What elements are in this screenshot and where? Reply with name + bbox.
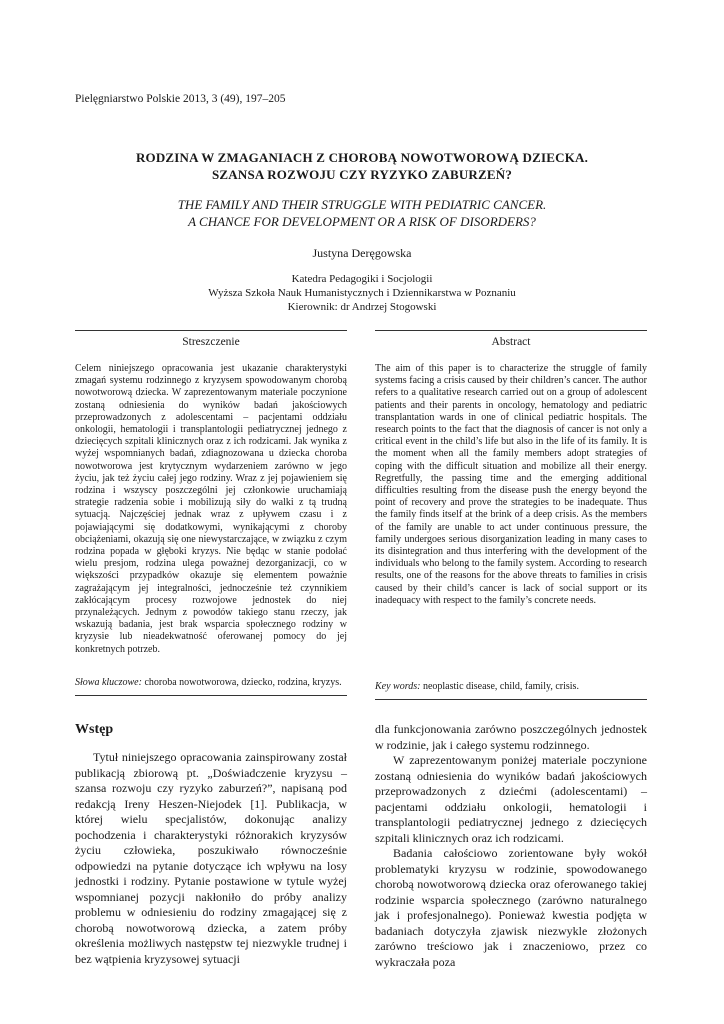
body-paragraph: Badania całościowo zorientowane były wokół problematyki kryzysu w rodzinie, spowodowanego chorobą nowotworową dziecka oraz oferowanego takiej rodzinie wsparcia społecznego (zarówno naturalnego jak i profesjonalnego). Ponieważ kwestia podjęta w badaniach dotyczyła zjawisk niezwykle złożonych zarówno treściowo jak i znaczeniowo, przez co wykraczała poza [375, 846, 647, 969]
body-column-right [375, 722, 647, 970]
title-english-line: THE FAMILY AND THEIR STRUGGLE WITH PEDIATRIC CANCER. [177, 197, 547, 212]
streszczenie-section [75, 330, 347, 656]
abstract-text: The aim of this paper is to characterize the struggle of family systems facing a crisis caused by their children’s cancer. The author refers to a qualitative research carried out on a group of adolescent patients and their parents in oncology, hematology and pediatric transplantation wards in one of clinical pediatric hospitals. The research points to the fact that the diagnosis of cancer is not only a critical event in the child’s life but also in the life of its family. It is the moment when all the family members adopt strategies of coping with the difficult situation and mobilize all their energy. Regretfully, the passing time and the emerging additional difficulties resulting from the disease push the energy beyond the point of recovery and prove the strategies to be inadequate. Thus the family finds itself at the brink of a deep crisis. As the members of the family are unable to act under continuous pressure, the family undergoes serious disorganization leading in many cases to its disintegration and thus interfering with the development of the individuals who belong to the family system. According to research results, one of the reasons for the above threats to families in crisis caused by their child’s cancer is lack of social support or its inadequacy with respect to the family’s concrete needs. [375, 363, 647, 606]
body-paragraph: Tytuł niniejszego opracowania zainspirowany został publikacją zbiorową pt. „Doświadczenie kryzysu – szansa rozwoju czy ryzyko zaburzeń?”, napisaną pod redakcją Ireny Heszen-Niejodek [1]. Publikacja, w której wielu specjalistów, dokonując analizy pochodzenia i charakterystyki różnorakich kryzysów życiu człowieka, poszukiwało równocześnie odpowiedzi na pytanie dotyczące ich wpływu na losy jednostki i rodziny. Pytanie postawione w tytule wyżej wspomnianej pozycji nakłoniło do próby analizy problemu w odniesieniu do rodziny zmagającej się z chorobą nowotworową dziecka, a zatem próby określenia możliwych następstw tej niezwykle trudnej i bez wątpienia kryzysowej sytuacji [75, 750, 347, 966]
affiliation-line: Wyższa Szkoła Nauk Humanistycznych i Dziennikarstwa w Poznaniu [208, 287, 516, 299]
title-english [0, 196, 724, 230]
affiliation [0, 272, 724, 314]
divider [375, 699, 647, 700]
divider [375, 330, 647, 331]
keywords-label: Key words: [375, 681, 421, 692]
body-column-left [75, 750, 347, 967]
abstract-heading: Abstract [491, 336, 531, 348]
keywords-polish [75, 677, 347, 688]
streszczenie-heading: Streszczenie [182, 336, 240, 348]
title-polish-line: RODZINA W ZMAGANIACH Z CHOROBĄ NOWOTWOROWĄ DZIECKA. [135, 150, 589, 165]
keywords-english [375, 681, 647, 692]
affiliation-line: Kierownik: dr Andrzej Stogowski [287, 301, 437, 313]
affiliation-line: Katedra Pedagogiki i Socjologii [291, 273, 433, 285]
abstract-section [375, 330, 647, 607]
keywords-values: neoplastic disease, child, family, crisis. [422, 681, 579, 692]
streszczenie-text: Celem niniejszego opracowania jest ukazanie charakterystyki zmagań systemu rodzinnego z kryzysem spowodowanym chorobą nowotworową dziecka. W zaprezentowanym materiale poczynione zostaną odniesienia do wyników badań jakościowych przeprowadzonych z adolescentami – pacjentami oddziału onkologii, hematologii i transplantologii pediatrycznej jednego z dziecięcych szpitali klinicznych oraz z ich rodzicami. Jak wynika z wyżej wspomnianych badań, zdiagnozowana u dziecka choroba nowotworowa jest krytycznym wydarzeniem zarówno w jego życiu, jak też życiu całej jego rodziny. Wraz z jej pojawieniem się rodzina i wszyscy poszczególni jej członkowie uruchamiają strategie radzenia sobie i mobilizują siły do walki z tą trudną sytuacją. Najczęściej jednak wraz z upływem czasu i z pojawiającymi się dodatkowymi, wynikającymi z choroby obciążeniami, okazują się one niewystarczające, w związku z czym rodzina popada w głęboki kryzys. Nie będąc w stanie podołać wielu presjom, rodzina ulega poważnej dezorganizacji, co w większości przypadków okazuje się elementem poważnie zagrażającym jej integralności, jednocześnie też czynnikiem zakłócającym procesy rozwojowe jednostek do niej przynależących. Jednym z powodów takiego stanu rzeczy, jak wskazują badania, jest brak wsparcia społecznego rodziny w kryzysie lub nieadekwatność oferowanej pomocy do jej konkretnych potrzeb. [75, 363, 347, 655]
author-name: Justyna Deręgowska [312, 246, 412, 260]
keywords-label: Słowa kluczowe: [75, 677, 142, 688]
journal-reference: Pielęgniarstwo Polskie 2013, 3 (49), 197–205 [75, 93, 286, 105]
title-polish-line: SZANSA ROZWOJU CZY RYZYKO ZABURZEŃ? [211, 167, 513, 182]
body-paragraph: dla funkcjonowania zarówno poszczególnych jednostek w rodzinie, jak i całego systemu rodzinnego. [375, 722, 647, 752]
body-paragraph: W zaprezentowanym poniżej materiale poczynione zostaną odniesienia do wyników badań jakościowych przeprowadzonych z dziećmi (adolescentami) – pacjentami oddziału onkologii, hematologii i transplantologii pediatrycznej jednego z dziecięcych szpitali klinicznych oraz ich rodzicami. [375, 753, 647, 845]
title-polish [0, 149, 724, 183]
title-english-line: A CHANCE FOR DEVELOPMENT OR A RISK OF DISORDERS? [188, 214, 536, 229]
divider [75, 695, 347, 696]
divider [75, 330, 347, 331]
keywords-values: choroba nowotworowa, dziecko, rodzina, kryzys. [144, 677, 342, 688]
section-heading: Wstęp [75, 722, 114, 737]
